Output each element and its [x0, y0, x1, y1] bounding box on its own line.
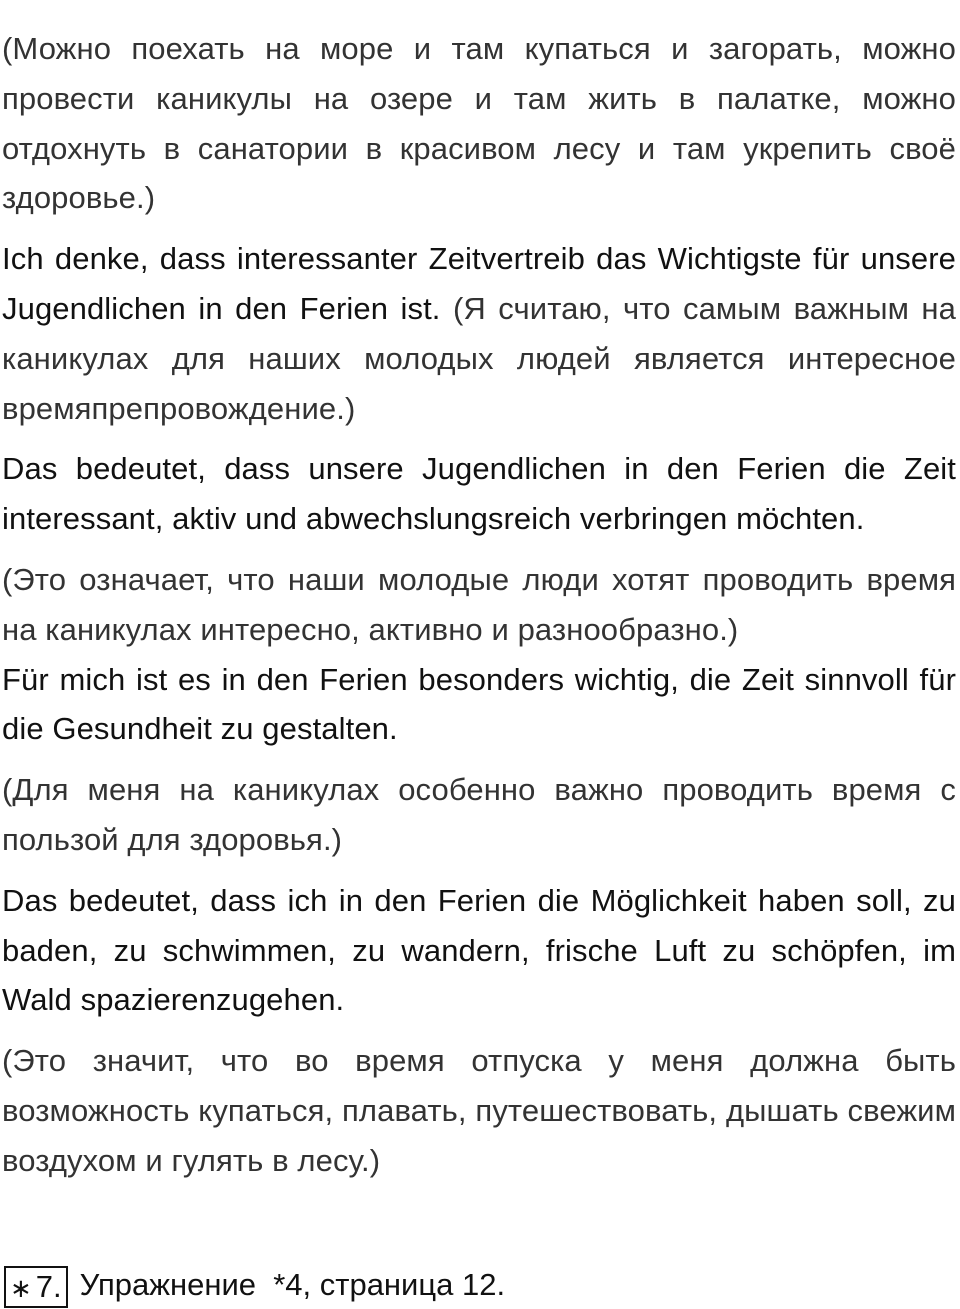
russian-paragraph: (Это означает, что наши молодые люди хотят проводить время на каникулах интересно, активно и разнообразно.)	[2, 561, 956, 647]
russian-paragraph: (Это значит, что во время отпуска у меня должна быть возможность купаться, плавать, путешествовать, дышать свежим воздухом и гулять в лесу.)	[2, 1043, 956, 1178]
german-paragraph: Für mich ist es in den Ferien besonders wichtig, die Zeit sinnvoll für die Gesundheit zu gestalten.	[2, 661, 956, 747]
russian-paragraph: (Для меня на каникулах особенно важно проводить время с пользой для здоровья.)	[2, 772, 956, 857]
russian-paragraph: (Можно поехать на море и там купаться и загорать, можно провести каникулы на озере и там жить в палатке, можно отдохнуть в санатории в красивом лесу и там укрепить своё здоровье.)	[2, 31, 956, 216]
german-paragraph: Das bedeutet, dass ich in den Ferien die Möglichkeit haben soll, zu baden, zu schwimmen, zu wandern, frische Luft zu schöpfen, im Wald spazierenzugehen.	[2, 882, 956, 1018]
exercise-footer	[4, 1262, 505, 1308]
german-paragraph: Das bedeutet, dass unsere Jugendlichen in den Ferien die Zeit interessant, aktiv und abwechslungsreich verbringen möchten.	[2, 451, 956, 537]
asterisk-icon: ∗	[10, 1272, 32, 1303]
german-sentence: Ich denke, dass interessanter Zeitvertreib das Wichtigste für unsere Jugendlichen in den Ferien ist.	[2, 241, 956, 326]
russian-translation: (Я считаю, что самым важным на каникулах для наших молодых людей является интересное времяпрепровождение.)	[2, 290, 956, 426]
task-number: 7.	[35, 1268, 62, 1304]
document-body	[2, 24, 956, 1186]
exercise-reference: Упражнение *4, страница 12.	[79, 1267, 506, 1302]
mixed-paragraph	[2, 234, 956, 433]
task-number-box	[4, 1266, 68, 1308]
